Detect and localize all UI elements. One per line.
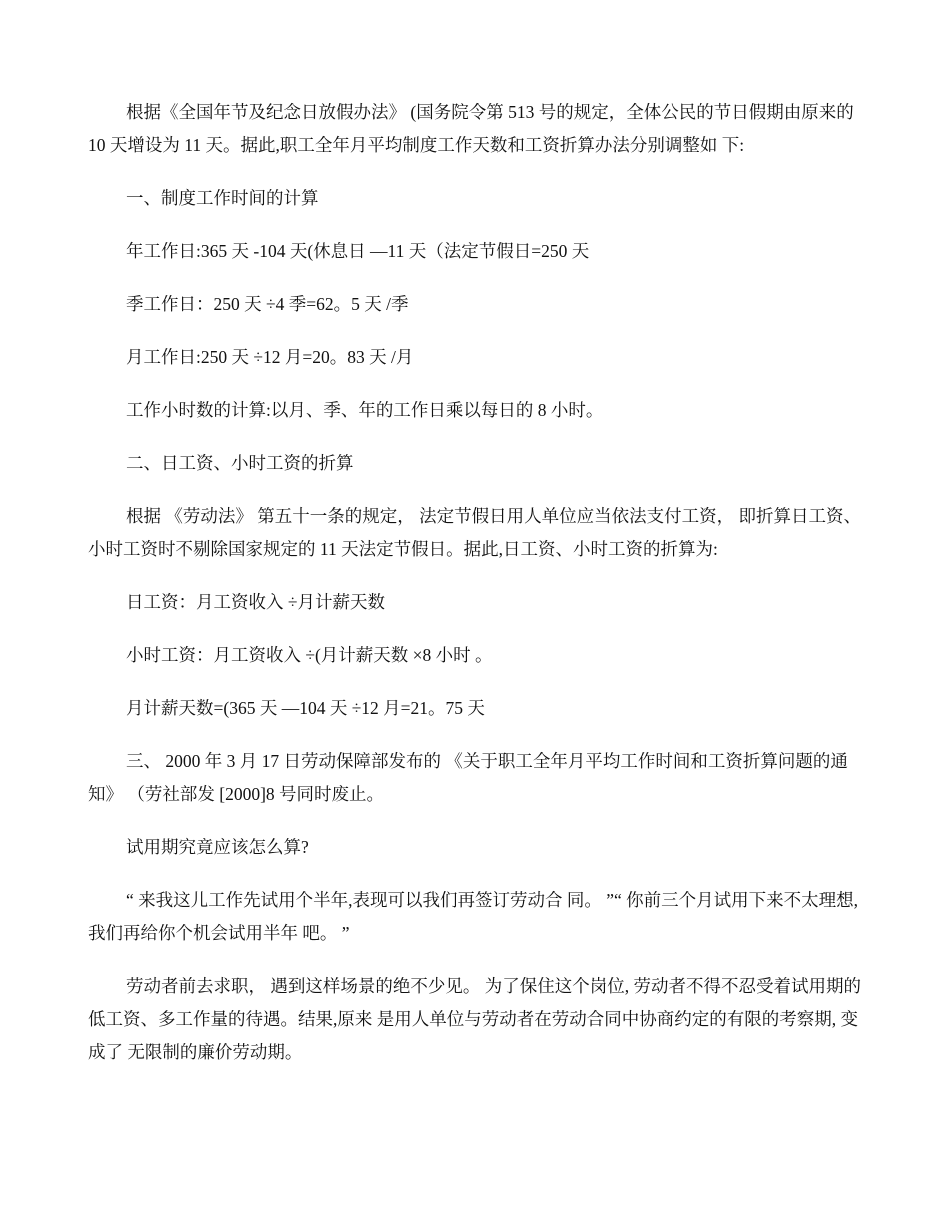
intro-paragraph: 根据《全国年节及纪念日放假办法》 (国务院令第 513 号的规定，全体公民的节日假期由原来的 10 天增设为 11 天。据此,职工全年月平均制度工作天数和工资折算办法分别调整如 下: — [88, 102, 854, 155]
document-page — [88, 96, 868, 1089]
daily-wage-line: 日工资：月工资收入 ÷月计薪天数 — [126, 592, 385, 612]
work-hours-line: 工作小时数的计算:以月、季、年的工作日乘以每日的 8 小时。 — [126, 400, 604, 420]
quote-paragraph: “ 来我这儿工作先试用个半年,表现可以我们再签订劳动合 同。 ”“ 你前三个月试用下来不太理想,我们再给你个机会试用半年 吧。 ” — [88, 890, 859, 943]
annual-workdays-line: 年工作日:365 天 -104 天(休息日 —11 天（法定节假日=250 天 — [126, 241, 590, 261]
quarterly-workdays-line: 季工作日：250 天 ÷4 季=62。5 天 /季 — [126, 294, 409, 314]
section-three-paragraph: 三、 2000 年 3 月 17 日劳动保障部发布的 《关于职工全年月平均工作时间和工资折算问题的通 知》 （劳社部发 [2000]8 号同时废止。 — [88, 751, 848, 804]
probation-question: 试用期究竟应该怎么算? — [126, 837, 309, 857]
monthly-pay-days-line: 月计薪天数=(365 天 —104 天 ÷12 月=21。75 天 — [126, 698, 485, 718]
section-heading-wage-conversion: 二、日工资、小时工资的折算 — [126, 453, 354, 473]
monthly-workdays-line: 月工作日:250 天 ÷12 月=20。83 天 /月 — [126, 347, 414, 367]
hourly-wage-line: 小时工资：月工资收入 ÷(月计薪天数 ×8 小时 。 — [126, 645, 493, 665]
section-heading-work-time: 一、制度工作时间的计算 — [126, 188, 319, 208]
labor-law-paragraph: 根据 《劳动法》 第五十一条的规定， 法定节假日用人单位应当依法支付工资， 即折算日工资、 小时工资时不剔除国家规定的 11 天法定节假日。据此,日工资、小时工资的折算为: — [88, 506, 861, 559]
closing-paragraph: 劳动者前去求职， 遇到这样场景的绝不少见。 为了保住这个岗位, 劳动者不得不忍受着试用期的低工资、多工作量的待遇。结果,原来 是用人单位与劳动者在劳动合同中协商约定的有限的考察期, 变成了 无限制的廉价劳动期。 — [88, 976, 861, 1062]
